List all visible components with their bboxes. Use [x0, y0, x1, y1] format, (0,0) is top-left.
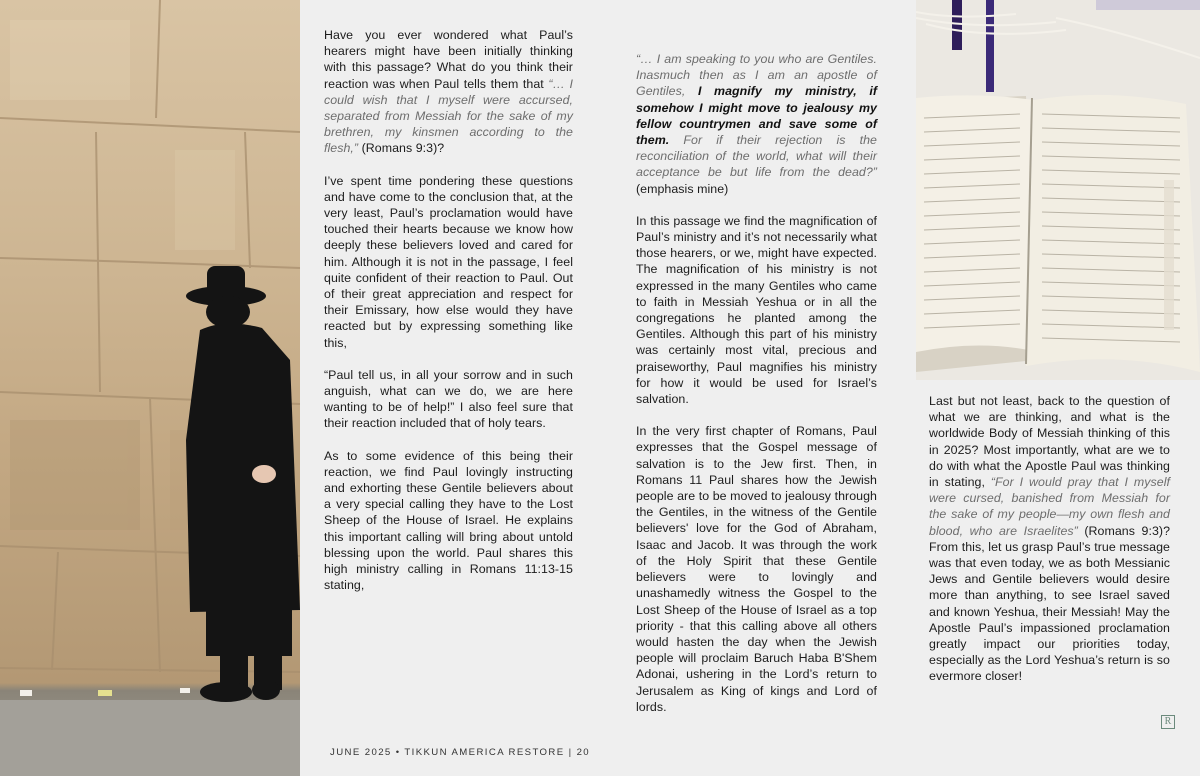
- bible-photo: [916, 0, 1200, 380]
- paragraph: “… I am speaking to you who are Gentiles. Inasmuch then as I am an apostle of Gentiles, I magnify my ministry, if somehow I might move to jealousy my fellow countrymen and save some of them. For if their rejection is the reconciliation of the world, what will their acceptance be but life from the dead?” (emphasis mine): [636, 52, 877, 196]
- scripture-quote: “… I am speaking to you who are Gentiles. Inasmuch then as I am an apostle of Gentiles,: [636, 52, 877, 99]
- scripture-quote: “For I would pray that I myself were cursed, banished from Messiah for the sake of my people—my own flesh and blood, who are Israelites”: [929, 475, 1170, 538]
- article-column-2: [636, 51, 877, 731]
- paragraph: I’ve spent time pondering these questions and have come to the conclusion that, at the very least, Paul’s proclamation would have touched their hearts because we know how deeply these believers loved and cared for him. Although it is not in the passage, I feel quite confident of their reaction to Paul. Out of their great appreciation and respect for their Emissary, how else would they have reacted but by expressing something like this,: [324, 173, 573, 350]
- article-column-1: [324, 27, 573, 610]
- paragraph: In this passage we find the magnification of Paul’s ministry and it’s not necessarily what those hearers, or we, might have expected. The magnification of his ministry is not expressed in the many Gentiles who came to faith in Messiah Yeshua or in all the congregations he planted among the Gentiles. Although this part of his ministry was certainly most vital, precious and praiseworthy, Paul magnifies his ministry for how it would be used for Israel’s salvation.: [636, 213, 877, 407]
- paragraph: As to some evidence of this being their reaction, we find Paul lovingly instructing and exhorting these Gentile believers about a very special calling they have to the Lost Sheep of the House of Israel. He explains this important calling will bring about untold blessing upon the world. Paul shares this high ministry calling in Romans 11:13-15 stating,: [324, 448, 573, 593]
- emphasis-text: I magnify my ministry, if somehow I might move to jealousy my fellow countrymen and save some of them.: [636, 84, 877, 148]
- publication-logo-icon: R: [1161, 715, 1175, 729]
- scripture-quote: For if their rejection is the reconciliation of the world, what will their acceptance be but life from the dead?”: [636, 133, 877, 180]
- open-bible-illustration: [916, 0, 1200, 380]
- paragraph: “Paul tell us, in all your sorrow and in such anguish, what can we do, we are here wanting to be of help!” I also feel sure that their reaction included that of holy tears.: [324, 367, 573, 431]
- paragraph: In the very first chapter of Romans, Paul expresses that the Gospel message of salvation is to the Jew first. Then, in Romans 11 Paul shares how the Jewish people are to be moved to jealousy through the Gentiles, in the witness of the Gentile believers' love for the God of Abraham, Isaac and Jacob. It was through the work of the Holy Spirit that these Gentile believers were to lovingly and unashamedly witness the Gospel to the Lost Sheep of the House of Israel as a top priority - that this calling above all others would hasten the day when the Jewish people will proclaim Baruch Haba B'Shem Adonai, ushering in the Lord’s return to Jerusalem as King of kings and Lord of lords.: [636, 424, 877, 714]
- scripture-quote: “… I could wish that I myself were accursed, separated from Messiah for the sake of my brethren, my kinsmen according to the flesh,”: [324, 76, 573, 156]
- page-footer: JUNE 2025 • TIKKUN AMERICA RESTORE | 20: [330, 747, 591, 758]
- western-wall-illustration: [0, 0, 300, 776]
- paragraph: Last but not least, back to the question of what we are thinking, and what is the worldwide Body of Messiah thinking of this in 2025? Most importantly, what are we to do with what the Apostle Paul was thinking in stating, “For I would pray that I myself were cursed, banished from Messiah for the sake of my people—my own flesh and blood, who are Israelites” (Romans 9:3)? From this, let us grasp Paul’s true message was that even today, we as both Messianic Jews and Gentile believers would desire more than anything, to see Israel saved and known Yeshua, their Messiah! May the Apostle Paul’s impassioned proclamation greatly impact our priorities today, especially as the Lord Yeshua’s return is so evermore closer!: [929, 394, 1171, 684]
- article-column-3: [929, 393, 1170, 701]
- western-wall-photo: [0, 0, 300, 776]
- paragraph: Have you ever wondered what Paul’s hearers might have been initially thinking with this passage? What do you think their reaction was when Paul tells them that “… I could wish that I myself were accursed, separated from Messiah for the sake of my brethren, my kinsmen according to the flesh,” (Romans 9:3)?: [324, 28, 573, 156]
